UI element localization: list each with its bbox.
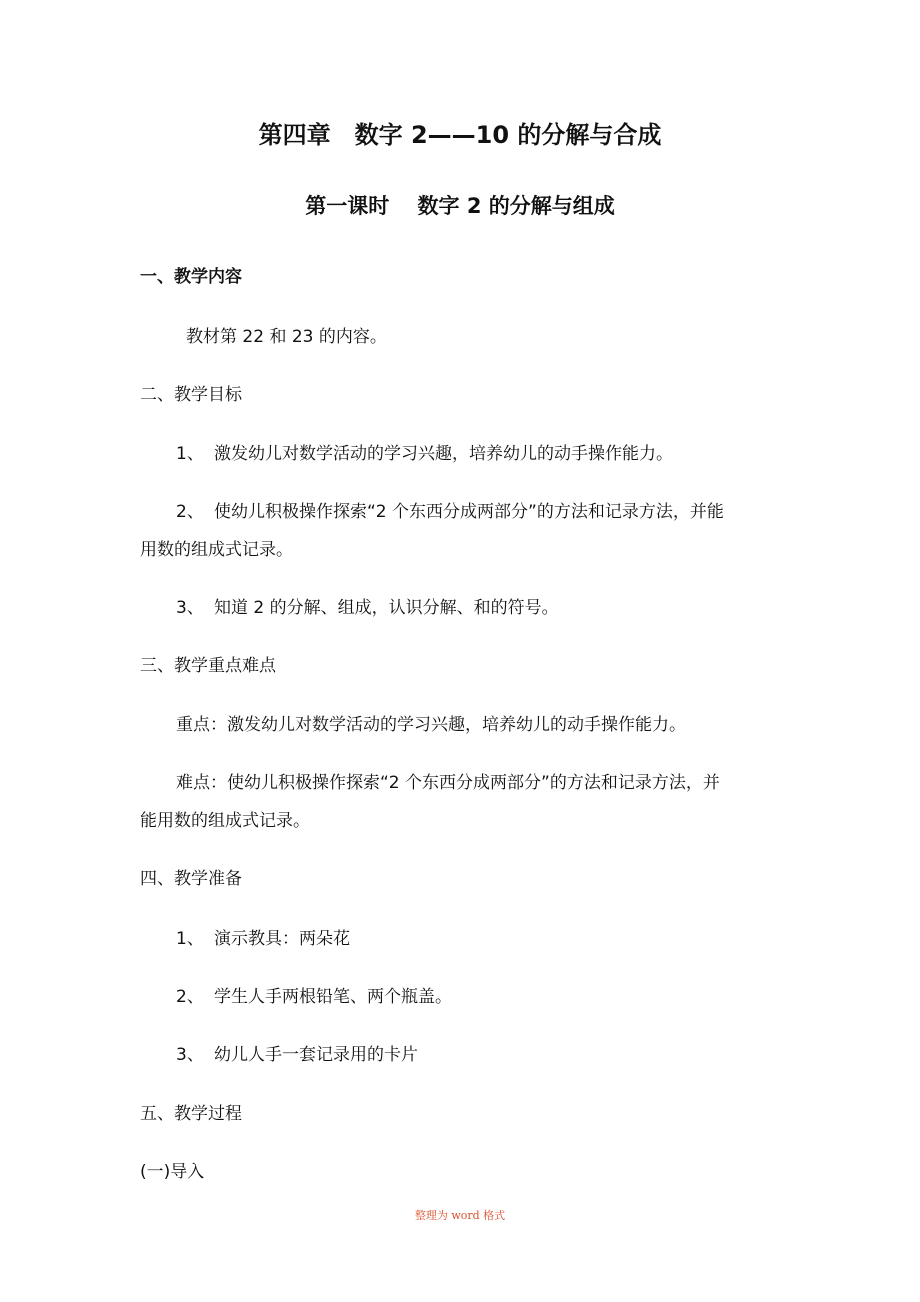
section-1-text: 教材第 22 和 23 的内容。	[186, 327, 387, 347]
objective-item-3	[176, 597, 559, 619]
prep-2-text: 学生人手两根铅笔、两个瓶盖。	[214, 987, 452, 1007]
objective-1-number: 1、	[176, 444, 204, 464]
section-3-heading: 三、教学重点难点	[140, 656, 276, 676]
objective-2-text: 使幼儿积极操作探索“2 个东西分成两部分”的方法和记录方法，并能	[214, 502, 724, 522]
chapter-title: 第四章 数字 2——10 的分解与合成	[258, 121, 662, 149]
prep-item-1	[176, 928, 350, 950]
objective-item-1	[176, 443, 673, 465]
difficult-point: 难点：使幼儿积极操作探索“2 个东西分成两部分”的方法和记录方法，并	[176, 773, 720, 793]
key-point: 重点：激发幼儿对数学活动的学习兴趣，培养幼儿的动手操作能力。	[176, 715, 686, 735]
section-5-heading: 五、教学过程	[140, 1104, 242, 1124]
subsection-intro: (一)导入	[140, 1162, 205, 1182]
objective-3-number: 3、	[176, 598, 204, 618]
prep-1-number: 1、	[176, 929, 204, 949]
objective-2-number: 2、	[176, 502, 204, 522]
page-footer: 整理为 word 格式	[414, 1209, 506, 1222]
prep-3-number: 3、	[176, 1045, 204, 1065]
section-2-heading: 二、教学目标	[140, 385, 242, 405]
section-1-heading: 一、教学内容	[140, 267, 242, 287]
objective-1-text: 激发幼儿对数学活动的学习兴趣，培养幼儿的动手操作能力。	[214, 444, 673, 464]
section-4-heading: 四、教学准备	[140, 869, 242, 889]
prep-item-3	[176, 1044, 418, 1066]
lesson-subtitle: 第一课时 数字 2 的分解与组成	[305, 194, 615, 218]
prep-2-number: 2、	[176, 987, 204, 1007]
prep-3-text: 幼儿人手一套记录用的卡片	[214, 1045, 418, 1065]
difficult-point-continuation: 能用数的组成式记录。	[140, 811, 310, 831]
prep-item-2	[176, 986, 452, 1008]
prep-1-text: 演示教具：两朵花	[214, 929, 350, 949]
objective-item-2	[176, 501, 724, 523]
objective-3-text: 知道 2 的分解、组成，认识分解、和的符号。	[214, 598, 559, 618]
objective-2-continuation: 用数的组成式记录。	[140, 540, 293, 560]
